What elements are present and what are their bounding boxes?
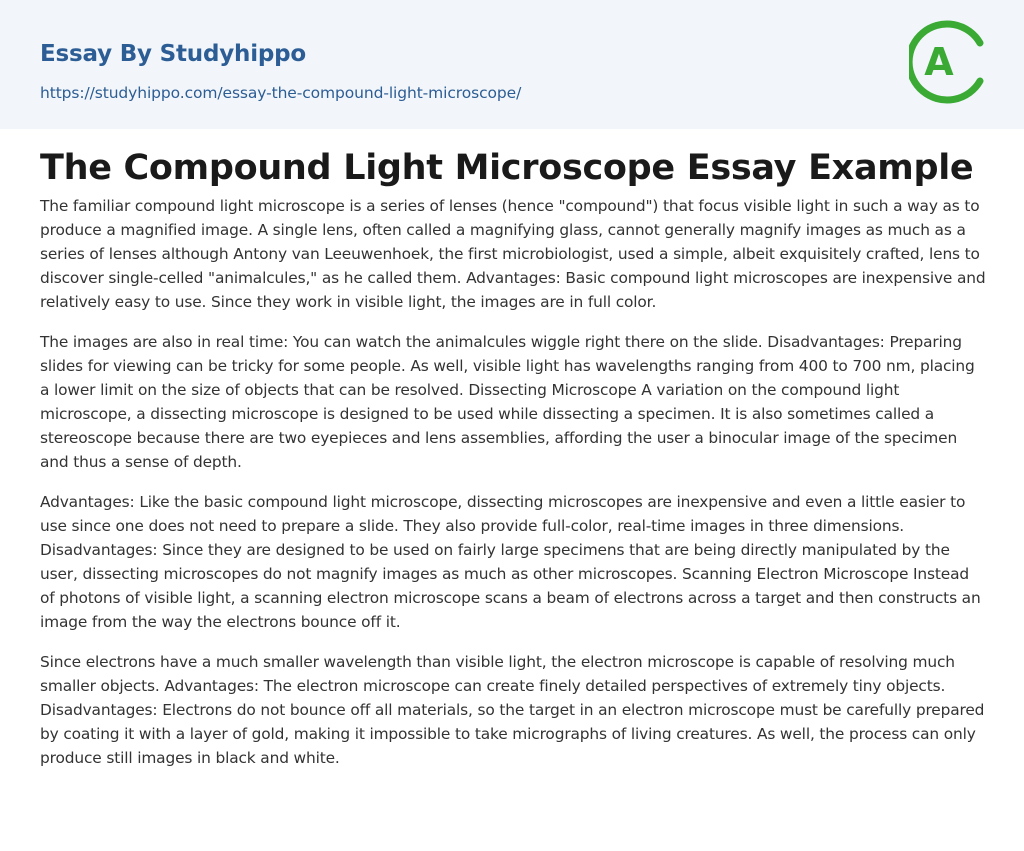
source-url-link[interactable]: https://studyhippo.com/essay-the-compound-light-microscope/ (40, 84, 522, 102)
brand-title[interactable]: Essay By Studyhippo (40, 41, 307, 67)
article-title: The Compound Light Microscope Essay Example (40, 148, 974, 188)
logo-letter: A (924, 40, 954, 84)
article-paragraph: Advantages: Like the basic compound light microscope, dissecting microscopes are inexpensive and even a little easier to use since one does not need to prepare a slide. They also provide full-color, real-time images in three dimensions. Disadvantages: Since they are designed to be used on fairly large specimens that are being directly manipulated by the user, dissecting microscopes do not magnify images as much as other microscopes. Scanning Electron Microscope Instead of photons of visible light, a scanning electron microscope scans a beam of electrons across a target and then constructs an image from the way the electrons bounce off it. (40, 493, 981, 631)
article-paragraph: The familiar compound light microscope is a series of lenses (hence "compound") that focus visible light in such a way as to produce a magnified image. A single lens, often called a magnifying glass, cannot generally magnify images as much as a series of lenses although Antony van Leeuwenhoek, the first microbiologist, used a simple, albeit exquisitely crafted, lens to discover single-celled "animalcules," as he called them. Advantages: Basic compound light microscopes are inexpensive and relatively easy to use. Since they work in visible light, the images are in full color. (40, 197, 986, 311)
article-paragraph: The images are also in real time: You can watch the animalcules wiggle right there on the slide. Disadvantages: Preparing slides for viewing can be tricky for some people. As well, visible light has wavelengths ranging from 400 to 700 nm, placing a lower limit on the size of objects that can be resolved. Dissecting Microscope A variation on the compound light microscope, a dissecting microscope is designed to be used while dissecting a specimen. It is also sometimes called a stereoscope because there are two eyepieces and lens assemblies, affording the user a binocular image of the specimen and thus a sense of depth. (40, 333, 975, 471)
article-body (40, 194, 986, 786)
article-paragraph: Since electrons have a much smaller wavelength than visible light, the electron microscope is capable of resolving much smaller objects. Advantages: The electron microscope can create finely detailed perspectives of extremely tiny objects. Disadvantages: Electrons do not bounce off all materials, so the target in an electron microscope must be carefully prepared by coating it with a layer of gold, making it impossible to take micrographs of living creatures. As well, the process can only produce still images in black and white. (40, 653, 985, 767)
